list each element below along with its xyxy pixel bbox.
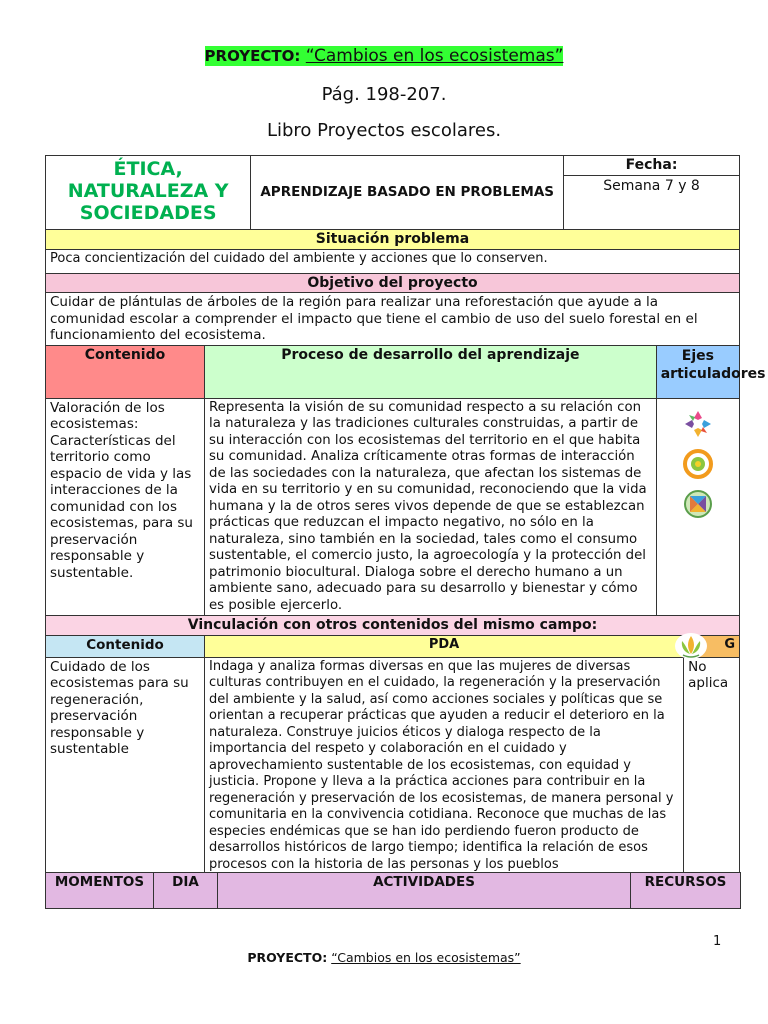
contenido-text: Valoración de los ecosistemas: Características del territorio como espacio de vida y las interacciones de la comunidad con los ecosistemas, para su preservación responsable y sustentable. <box>46 398 205 616</box>
ejes-icons <box>656 398 739 616</box>
v-col-g-label: G <box>724 636 735 652</box>
col-recursos: RECURSOS <box>631 873 741 909</box>
methodology-cell: APRENDIZAJE BASADO EN PROBLEMAS <box>251 156 564 230</box>
date-cell <box>564 156 740 230</box>
subject-cell: ÉTICA, NATURALEZA Y SOCIEDADES <box>46 156 251 230</box>
situation-text: Poca concientización del cuidado del ambiente y acciones que lo conserven. <box>46 249 740 273</box>
vinculacion-content-row <box>46 657 740 875</box>
vinculacion-label: Vinculación con otros contenidos del mismo campo: <box>46 616 740 636</box>
objective-text: Cuidar de plántulas de árboles de la región para realizar una reforestación que ayude a la comunidad escolar a comprender el impacto que tiene el cambio de uso del suelo forestal en el funcionamiento del ecosistema. <box>46 293 740 346</box>
col-momentos: MOMENTOS <box>46 873 154 909</box>
footer-project-title: “Cambios en los ecosistemas” <box>331 950 521 965</box>
project-highlight <box>205 46 564 66</box>
vinculacion-columns-row <box>46 635 740 657</box>
date-label: Fecha: <box>564 156 739 176</box>
situation-label: Situación problema <box>46 230 740 250</box>
v-g-text: No aplica <box>684 657 740 875</box>
v-pda-text: Indaga y analiza formas diversas en que las mujeres de diversas culturas contribuyen en el cuidado, la regeneración y la preservación del ambiente y la salud, así como acciones sociales y políticas que se orientan a recuperar prácticas que ayuden a reducir el deterioro en la naturaleza. Construye juicios éticos y dialoga respecto de la importancia del respeto y colaboración en el cuidado y aprovechamiento sustentable de los ecosistemas, con equidad y justicia. Propone y lleva a la práctica acciones para contribuir en la regeneración y preservación de los ecosistemas, de manera personal y comunitaria en la convivencia cotidiana. Reconoce que muchas de las especies endémicas que se han ido perdiendo fueron producto de desarrollos históricos de largo tiempo; identifica la relación de esos procesos con la historia de las personas y los pueblos <box>205 657 684 875</box>
title-row <box>46 156 740 230</box>
content-row <box>46 398 740 616</box>
col-ejes: Ejes articuladores <box>656 345 739 398</box>
book-line: Libro Proyectos escolares. <box>266 120 502 141</box>
col-contenido: Contenido <box>46 345 205 398</box>
col-dia: DIA <box>154 873 218 909</box>
vinculacion-header-row <box>46 616 740 636</box>
objective-text-row <box>46 293 740 346</box>
situation-header-row <box>46 230 740 250</box>
footer <box>0 950 768 965</box>
objective-header-row <box>46 273 740 293</box>
project-header <box>0 46 768 66</box>
proceso-text: Representa la visión de su comunidad respecto a su relación con la naturaleza y las tradiciones culturales construidas, a partir de su interacción con los ecosistemas del territorio en el que habita su comunidad. Analiza críticamente otras formas de interacción de las sociedades con la naturaleza, que afectan los sistemas de vida en su territorio y en su comunidad, reconociendo que la vida humana y la de otros seres vivos depende de que se establezcan prácticas que reduzcan el impacto negativo, no sólo en la naturaleza, sino también en la sociedad, tales como el consumo sustentable, el comercio justo, la agroecología y la protección del patrimonio biocultural. Dialoga sobre el derecho humano a un ambiente sano, adecuado para su desarrollo y bienestar y cómo es posible ejercerlo. <box>205 398 657 616</box>
project-title: “Cambios en los ecosistemas” <box>305 46 564 66</box>
page-number: 1 <box>713 934 722 949</box>
lotus-icon <box>674 632 708 660</box>
col-actividades: ACTIVIDADES <box>218 873 631 909</box>
v-contenido-text: Cuidado de los ecosistemas para su regeneración, preservación responsable y sustentable <box>46 657 205 875</box>
v-col-contenido: Contenido <box>46 635 205 657</box>
situation-text-row <box>46 249 740 273</box>
activities-table <box>45 872 741 909</box>
content-header-row <box>46 345 740 398</box>
project-label: PROYECTO: <box>204 47 301 65</box>
col-proceso: Proceso de desarrollo del aprendizaje <box>205 345 657 398</box>
pages-line: Pág. 198-207. <box>321 84 447 105</box>
objective-label: Objetivo del proyecto <box>46 273 740 293</box>
interculturalidad-icon <box>682 408 714 440</box>
inclusion-icon <box>682 488 714 520</box>
v-col-pda: PDA <box>205 635 684 657</box>
date-value: Semana 7 y 8 <box>603 177 700 194</box>
vida-saludable-icon <box>682 448 714 480</box>
activities-header-row <box>46 873 741 909</box>
footer-project-label: PROYECTO: <box>247 950 328 965</box>
v-col-g <box>684 635 740 657</box>
planning-table <box>45 155 766 875</box>
